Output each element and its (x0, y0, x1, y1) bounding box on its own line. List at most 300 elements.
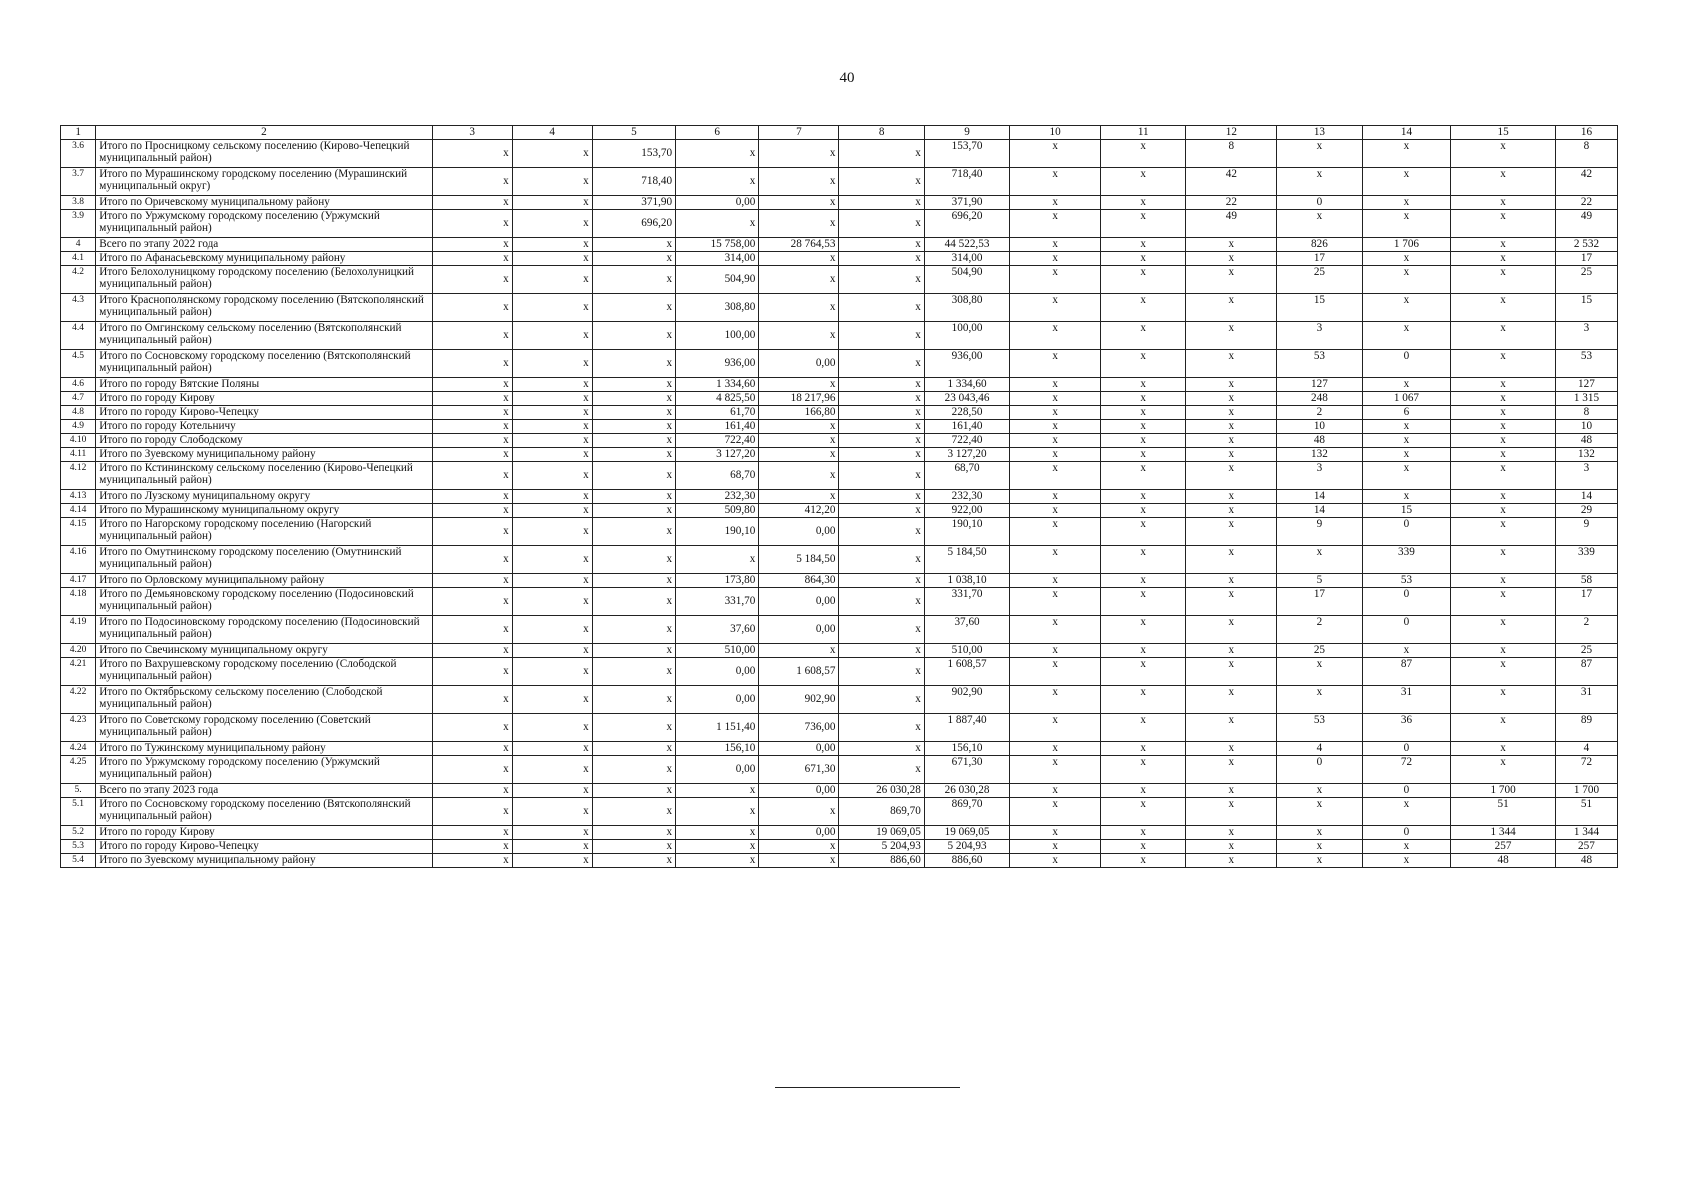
cell-col-11: x (1101, 854, 1186, 868)
cell-col-11: x (1101, 238, 1186, 252)
cell-col-14: 53 (1362, 574, 1451, 588)
column-header-6: 6 (676, 126, 759, 140)
cell-col-10: x (1010, 658, 1101, 686)
cell-col-8: 26 030,28 (839, 784, 924, 798)
table-row (61, 252, 1618, 266)
cell-col-12: x (1186, 490, 1277, 504)
cell-col-10: x (1010, 784, 1101, 798)
cell-col-13: x (1277, 798, 1362, 826)
cell-col-14: x (1362, 644, 1451, 658)
cell-col-15: x (1451, 406, 1556, 420)
data-table (60, 125, 1618, 868)
cell-col-4: x (512, 392, 592, 406)
cell-col-14: 339 (1362, 546, 1451, 574)
cell-col-14: 0 (1362, 784, 1451, 798)
cell-col-5: x (592, 350, 675, 378)
cell-col-10: x (1010, 140, 1101, 168)
row-number: 4.5 (61, 350, 96, 378)
cell-col-10: x (1010, 574, 1101, 588)
table-row (61, 350, 1618, 378)
cell-col-10: x (1010, 196, 1101, 210)
cell-col-16: 9 (1555, 518, 1617, 546)
table-row (61, 658, 1618, 686)
cell-col-15: x (1451, 756, 1556, 784)
cell-col-15: 1 700 (1451, 784, 1556, 798)
cell-col-5: 371,90 (592, 196, 675, 210)
cell-col-8: x (839, 644, 924, 658)
cell-col-12: x (1186, 756, 1277, 784)
cell-col-7: 0,00 (759, 784, 839, 798)
cell-col-11: x (1101, 252, 1186, 266)
cell-col-10: x (1010, 490, 1101, 504)
cell-col-15: x (1451, 168, 1556, 196)
cell-col-14: x (1362, 210, 1451, 238)
cell-col-14: x (1362, 798, 1451, 826)
cell-col-7: x (759, 420, 839, 434)
cell-col-6: 1 151,40 (676, 714, 759, 742)
cell-col-4: x (512, 210, 592, 238)
table-row (61, 210, 1618, 238)
table-row (61, 196, 1618, 210)
row-number: 4 (61, 238, 96, 252)
cell-col-9: 1 887,40 (924, 714, 1009, 742)
column-header-1: 1 (61, 126, 96, 140)
cell-col-15: x (1451, 588, 1556, 616)
row-number: 4.13 (61, 490, 96, 504)
cell-col-6: 4 825,50 (676, 392, 759, 406)
cell-col-16: 15 (1555, 294, 1617, 322)
cell-col-14: 6 (1362, 406, 1451, 420)
cell-col-15: x (1451, 644, 1556, 658)
cell-col-9: 886,60 (924, 854, 1009, 868)
cell-col-6: x (676, 210, 759, 238)
table-row (61, 840, 1618, 854)
cell-col-4: x (512, 448, 592, 462)
cell-col-8: x (839, 238, 924, 252)
cell-col-4: x (512, 588, 592, 616)
row-title: Итого по Кстининскому сельскому поселению (Кирово-Чепецкий муниципальный район) (96, 462, 432, 490)
table-row (61, 406, 1618, 420)
cell-col-16: 3 (1555, 462, 1617, 490)
cell-col-10: x (1010, 252, 1101, 266)
row-number: 4.21 (61, 658, 96, 686)
cell-col-7: 1 608,57 (759, 658, 839, 686)
row-title: Итого по городу Кирову (96, 392, 432, 406)
cell-col-4: x (512, 406, 592, 420)
cell-col-9: 5 184,50 (924, 546, 1009, 574)
cell-col-15: x (1451, 490, 1556, 504)
cell-col-7: 0,00 (759, 742, 839, 756)
cell-col-8: 19 069,05 (839, 826, 924, 840)
cell-col-14: x (1362, 854, 1451, 868)
column-header-15: 15 (1451, 126, 1556, 140)
row-title: Итого по Оричевскому муниципальному району (96, 196, 432, 210)
cell-col-5: x (592, 266, 675, 294)
cell-col-5: x (592, 434, 675, 448)
cell-col-4: x (512, 854, 592, 868)
cell-col-3: x (432, 406, 512, 420)
cell-col-11: x (1101, 714, 1186, 742)
cell-col-16: 51 (1555, 798, 1617, 826)
cell-col-8: x (839, 756, 924, 784)
cell-col-4: x (512, 616, 592, 644)
cell-col-11: x (1101, 826, 1186, 840)
cell-col-4: x (512, 826, 592, 840)
row-title: Итого по Просницкому сельскому поселению (Кирово-Чепецкий муниципальный район) (96, 140, 432, 168)
cell-col-14: 0 (1362, 742, 1451, 756)
cell-col-11: x (1101, 574, 1186, 588)
row-title: Итого по Афанасьевскому муниципальному району (96, 252, 432, 266)
row-title: Итого по Уржумскому городскому поселению (Уржумский муниципальный район) (96, 210, 432, 238)
cell-col-6: 510,00 (676, 644, 759, 658)
cell-col-3: x (432, 546, 512, 574)
cell-col-15: x (1451, 140, 1556, 168)
cell-col-9: 232,30 (924, 490, 1009, 504)
cell-col-3: x (432, 742, 512, 756)
cell-col-9: 100,00 (924, 322, 1009, 350)
cell-col-11: x (1101, 434, 1186, 448)
cell-col-3: x (432, 322, 512, 350)
row-number: 5.2 (61, 826, 96, 840)
cell-col-5: x (592, 406, 675, 420)
cell-col-13: 248 (1277, 392, 1362, 406)
row-title: Итого Белохолуницкому городскому поселению (Белохолуницкий муниципальный район) (96, 266, 432, 294)
cell-col-9: 156,10 (924, 742, 1009, 756)
table-body (61, 140, 1618, 868)
cell-col-8: x (839, 196, 924, 210)
cell-col-10: x (1010, 756, 1101, 784)
page-number: 40 (839, 70, 855, 86)
header-row (61, 126, 1618, 140)
table-row (61, 714, 1618, 742)
cell-col-5: x (592, 826, 675, 840)
cell-col-8: x (839, 350, 924, 378)
row-title: Итого по Нагорскому городскому поселению (Нагорский муниципальный район) (96, 518, 432, 546)
row-number: 4.1 (61, 252, 96, 266)
cell-col-12: x (1186, 294, 1277, 322)
cell-col-10: x (1010, 434, 1101, 448)
cell-col-12: x (1186, 854, 1277, 868)
cell-col-3: x (432, 714, 512, 742)
cell-col-5: x (592, 462, 675, 490)
cell-col-10: x (1010, 420, 1101, 434)
cell-col-11: x (1101, 784, 1186, 798)
cell-col-14: x (1362, 266, 1451, 294)
column-header-2: 2 (96, 126, 432, 140)
cell-col-7: 0,00 (759, 350, 839, 378)
column-header-10: 10 (1010, 126, 1101, 140)
cell-col-5: 718,40 (592, 168, 675, 196)
cell-col-14: 31 (1362, 686, 1451, 714)
cell-col-15: x (1451, 616, 1556, 644)
cell-col-11: x (1101, 406, 1186, 420)
table-row (61, 854, 1618, 868)
cell-col-12: x (1186, 574, 1277, 588)
column-header-5: 5 (592, 126, 675, 140)
table-row (61, 448, 1618, 462)
cell-col-11: x (1101, 616, 1186, 644)
row-number: 4.6 (61, 378, 96, 392)
row-number: 4.11 (61, 448, 96, 462)
cell-col-5: x (592, 252, 675, 266)
cell-col-12: x (1186, 448, 1277, 462)
cell-col-15: x (1451, 322, 1556, 350)
row-title: Итого по Зуевскому муниципальному району (96, 854, 432, 868)
cell-col-10: x (1010, 462, 1101, 490)
cell-col-6: 61,70 (676, 406, 759, 420)
cell-col-8: x (839, 140, 924, 168)
cell-col-4: x (512, 294, 592, 322)
cell-col-6: 0,00 (676, 658, 759, 686)
cell-col-13: 14 (1277, 504, 1362, 518)
row-number: 3.8 (61, 196, 96, 210)
cell-col-10: x (1010, 798, 1101, 826)
cell-col-14: 15 (1362, 504, 1451, 518)
cell-col-9: 37,60 (924, 616, 1009, 644)
row-title: Итого по Лузскому муниципальному округу (96, 490, 432, 504)
cell-col-9: 869,70 (924, 798, 1009, 826)
cell-col-11: x (1101, 462, 1186, 490)
cell-col-6: 68,70 (676, 462, 759, 490)
cell-col-8: x (839, 322, 924, 350)
column-header-7: 7 (759, 126, 839, 140)
column-header-4: 4 (512, 126, 592, 140)
cell-col-5: x (592, 546, 675, 574)
cell-col-13: 0 (1277, 196, 1362, 210)
cell-col-12: x (1186, 238, 1277, 252)
row-title: Итого по Октябрьскому сельскому поселению (Слободской муниципальный район) (96, 686, 432, 714)
table-row (61, 462, 1618, 490)
cell-col-4: x (512, 252, 592, 266)
cell-col-11: x (1101, 140, 1186, 168)
cell-col-3: x (432, 504, 512, 518)
cell-col-4: x (512, 350, 592, 378)
cell-col-16: 72 (1555, 756, 1617, 784)
cell-col-9: 1 334,60 (924, 378, 1009, 392)
cell-col-7: x (759, 140, 839, 168)
cell-col-12: x (1186, 378, 1277, 392)
cell-col-12: x (1186, 658, 1277, 686)
cell-col-9: 718,40 (924, 168, 1009, 196)
row-title: Итого Краснополянскому городскому поселению (Вятскополянский муниципальный район) (96, 294, 432, 322)
table-row (61, 392, 1618, 406)
cell-col-10: x (1010, 518, 1101, 546)
cell-col-15: x (1451, 434, 1556, 448)
cell-col-6: 190,10 (676, 518, 759, 546)
table-row (61, 798, 1618, 826)
data-table-wrapper (60, 125, 1618, 868)
cell-col-6: x (676, 784, 759, 798)
table-row (61, 756, 1618, 784)
cell-col-16: 29 (1555, 504, 1617, 518)
cell-col-12: x (1186, 546, 1277, 574)
cell-col-12: x (1186, 616, 1277, 644)
cell-col-13: 2 (1277, 406, 1362, 420)
cell-col-7: x (759, 266, 839, 294)
cell-col-12: x (1186, 518, 1277, 546)
cell-col-4: x (512, 238, 592, 252)
row-number: 4.12 (61, 462, 96, 490)
cell-col-3: x (432, 826, 512, 840)
cell-col-10: x (1010, 266, 1101, 294)
cell-col-12: 49 (1186, 210, 1277, 238)
cell-col-7: x (759, 840, 839, 854)
cell-col-11: x (1101, 168, 1186, 196)
cell-col-10: x (1010, 826, 1101, 840)
cell-col-13: x (1277, 546, 1362, 574)
cell-col-13: 53 (1277, 714, 1362, 742)
cell-col-9: 26 030,28 (924, 784, 1009, 798)
row-title: Итого по Сосновскому городскому поселению (Вятскополянский муниципальный район) (96, 798, 432, 826)
cell-col-10: x (1010, 504, 1101, 518)
row-title: Итого по городу Кирово-Чепецку (96, 840, 432, 854)
cell-col-5: x (592, 756, 675, 784)
cell-col-8: x (839, 168, 924, 196)
cell-col-16: 14 (1555, 490, 1617, 504)
row-number: 4.8 (61, 406, 96, 420)
cell-col-9: 3 127,20 (924, 448, 1009, 462)
cell-col-15: x (1451, 742, 1556, 756)
row-title: Итого по Омгинскому сельскому поселению (Вятскополянский муниципальный район) (96, 322, 432, 350)
cell-col-5: x (592, 518, 675, 546)
row-number: 4.7 (61, 392, 96, 406)
cell-col-14: 0 (1362, 826, 1451, 840)
cell-col-13: x (1277, 826, 1362, 840)
cell-col-9: 510,00 (924, 644, 1009, 658)
cell-col-7: x (759, 168, 839, 196)
row-number: 5.1 (61, 798, 96, 826)
cell-col-7: 0,00 (759, 518, 839, 546)
row-number: 4.14 (61, 504, 96, 518)
cell-col-7: x (759, 252, 839, 266)
row-title: Итого по Советскому городскому поселению (Советский муниципальный район) (96, 714, 432, 742)
cell-col-14: 87 (1362, 658, 1451, 686)
cell-col-12: x (1186, 462, 1277, 490)
cell-col-12: x (1186, 434, 1277, 448)
cell-col-14: x (1362, 322, 1451, 350)
cell-col-4: x (512, 196, 592, 210)
cell-col-14: 0 (1362, 350, 1451, 378)
row-number: 3.9 (61, 210, 96, 238)
cell-col-7: x (759, 196, 839, 210)
cell-col-4: x (512, 546, 592, 574)
cell-col-16: 48 (1555, 854, 1617, 868)
cell-col-5: x (592, 854, 675, 868)
cell-col-3: x (432, 252, 512, 266)
cell-col-4: x (512, 756, 592, 784)
cell-col-11: x (1101, 420, 1186, 434)
table-row (61, 294, 1618, 322)
cell-col-16: 25 (1555, 266, 1617, 294)
cell-col-7: 671,30 (759, 756, 839, 784)
cell-col-11: x (1101, 518, 1186, 546)
cell-col-14: x (1362, 168, 1451, 196)
cell-col-6: x (676, 168, 759, 196)
cell-col-12: x (1186, 322, 1277, 350)
cell-col-4: x (512, 840, 592, 854)
cell-col-9: 936,00 (924, 350, 1009, 378)
row-title: Итого по Орловскому муниципальному району (96, 574, 432, 588)
cell-col-5: x (592, 490, 675, 504)
cell-col-7: x (759, 462, 839, 490)
cell-col-7: 28 764,53 (759, 238, 839, 252)
cell-col-3: x (432, 518, 512, 546)
cell-col-6: 161,40 (676, 420, 759, 434)
row-number: 3.7 (61, 168, 96, 196)
cell-col-10: x (1010, 742, 1101, 756)
cell-col-13: 10 (1277, 420, 1362, 434)
cell-col-4: x (512, 420, 592, 434)
cell-col-14: x (1362, 490, 1451, 504)
cell-col-7: 736,00 (759, 714, 839, 742)
cell-col-4: x (512, 322, 592, 350)
cell-col-5: x (592, 840, 675, 854)
cell-col-6: 0,00 (676, 196, 759, 210)
cell-col-6: 504,90 (676, 266, 759, 294)
cell-col-8: x (839, 574, 924, 588)
cell-col-11: x (1101, 266, 1186, 294)
row-title: Итого по городу Кирово-Чепецку (96, 406, 432, 420)
cell-col-9: 5 204,93 (924, 840, 1009, 854)
cell-col-4: x (512, 168, 592, 196)
cell-col-16: 49 (1555, 210, 1617, 238)
cell-col-13: 5 (1277, 574, 1362, 588)
cell-col-8: x (839, 252, 924, 266)
cell-col-6: 936,00 (676, 350, 759, 378)
cell-col-11: x (1101, 742, 1186, 756)
row-title: Итого по Демьяновскому городскому поселению (Подосиновский муниципальный район) (96, 588, 432, 616)
cell-col-10: x (1010, 546, 1101, 574)
cell-col-7: 0,00 (759, 826, 839, 840)
cell-col-3: x (432, 784, 512, 798)
cell-col-12: x (1186, 714, 1277, 742)
cell-col-11: x (1101, 546, 1186, 574)
cell-col-12: x (1186, 686, 1277, 714)
cell-col-15: 48 (1451, 854, 1556, 868)
cell-col-9: 722,40 (924, 434, 1009, 448)
cell-col-3: x (432, 392, 512, 406)
cell-col-8: x (839, 686, 924, 714)
cell-col-14: 0 (1362, 616, 1451, 644)
table-row (61, 644, 1618, 658)
cell-col-14: x (1362, 448, 1451, 462)
row-title: Итого по Омутнинскому городскому поселению (Омутнинский муниципальный район) (96, 546, 432, 574)
column-header-12: 12 (1186, 126, 1277, 140)
cell-col-16: 8 (1555, 140, 1617, 168)
row-number: 3.6 (61, 140, 96, 168)
cell-col-9: 696,20 (924, 210, 1009, 238)
cell-col-13: 2 (1277, 616, 1362, 644)
cell-col-9: 153,70 (924, 140, 1009, 168)
cell-col-13: 3 (1277, 462, 1362, 490)
cell-col-3: x (432, 378, 512, 392)
table-row (61, 378, 1618, 392)
cell-col-6: 232,30 (676, 490, 759, 504)
cell-col-9: 19 069,05 (924, 826, 1009, 840)
cell-col-11: x (1101, 644, 1186, 658)
table-row (61, 322, 1618, 350)
cell-col-16: 48 (1555, 434, 1617, 448)
cell-col-5: x (592, 420, 675, 434)
row-number: 4.20 (61, 644, 96, 658)
cell-col-8: x (839, 588, 924, 616)
cell-col-15: x (1451, 196, 1556, 210)
cell-col-15: x (1451, 448, 1556, 462)
cell-col-8: x (839, 294, 924, 322)
row-number: 5. (61, 784, 96, 798)
cell-col-13: x (1277, 840, 1362, 854)
cell-col-13: 48 (1277, 434, 1362, 448)
